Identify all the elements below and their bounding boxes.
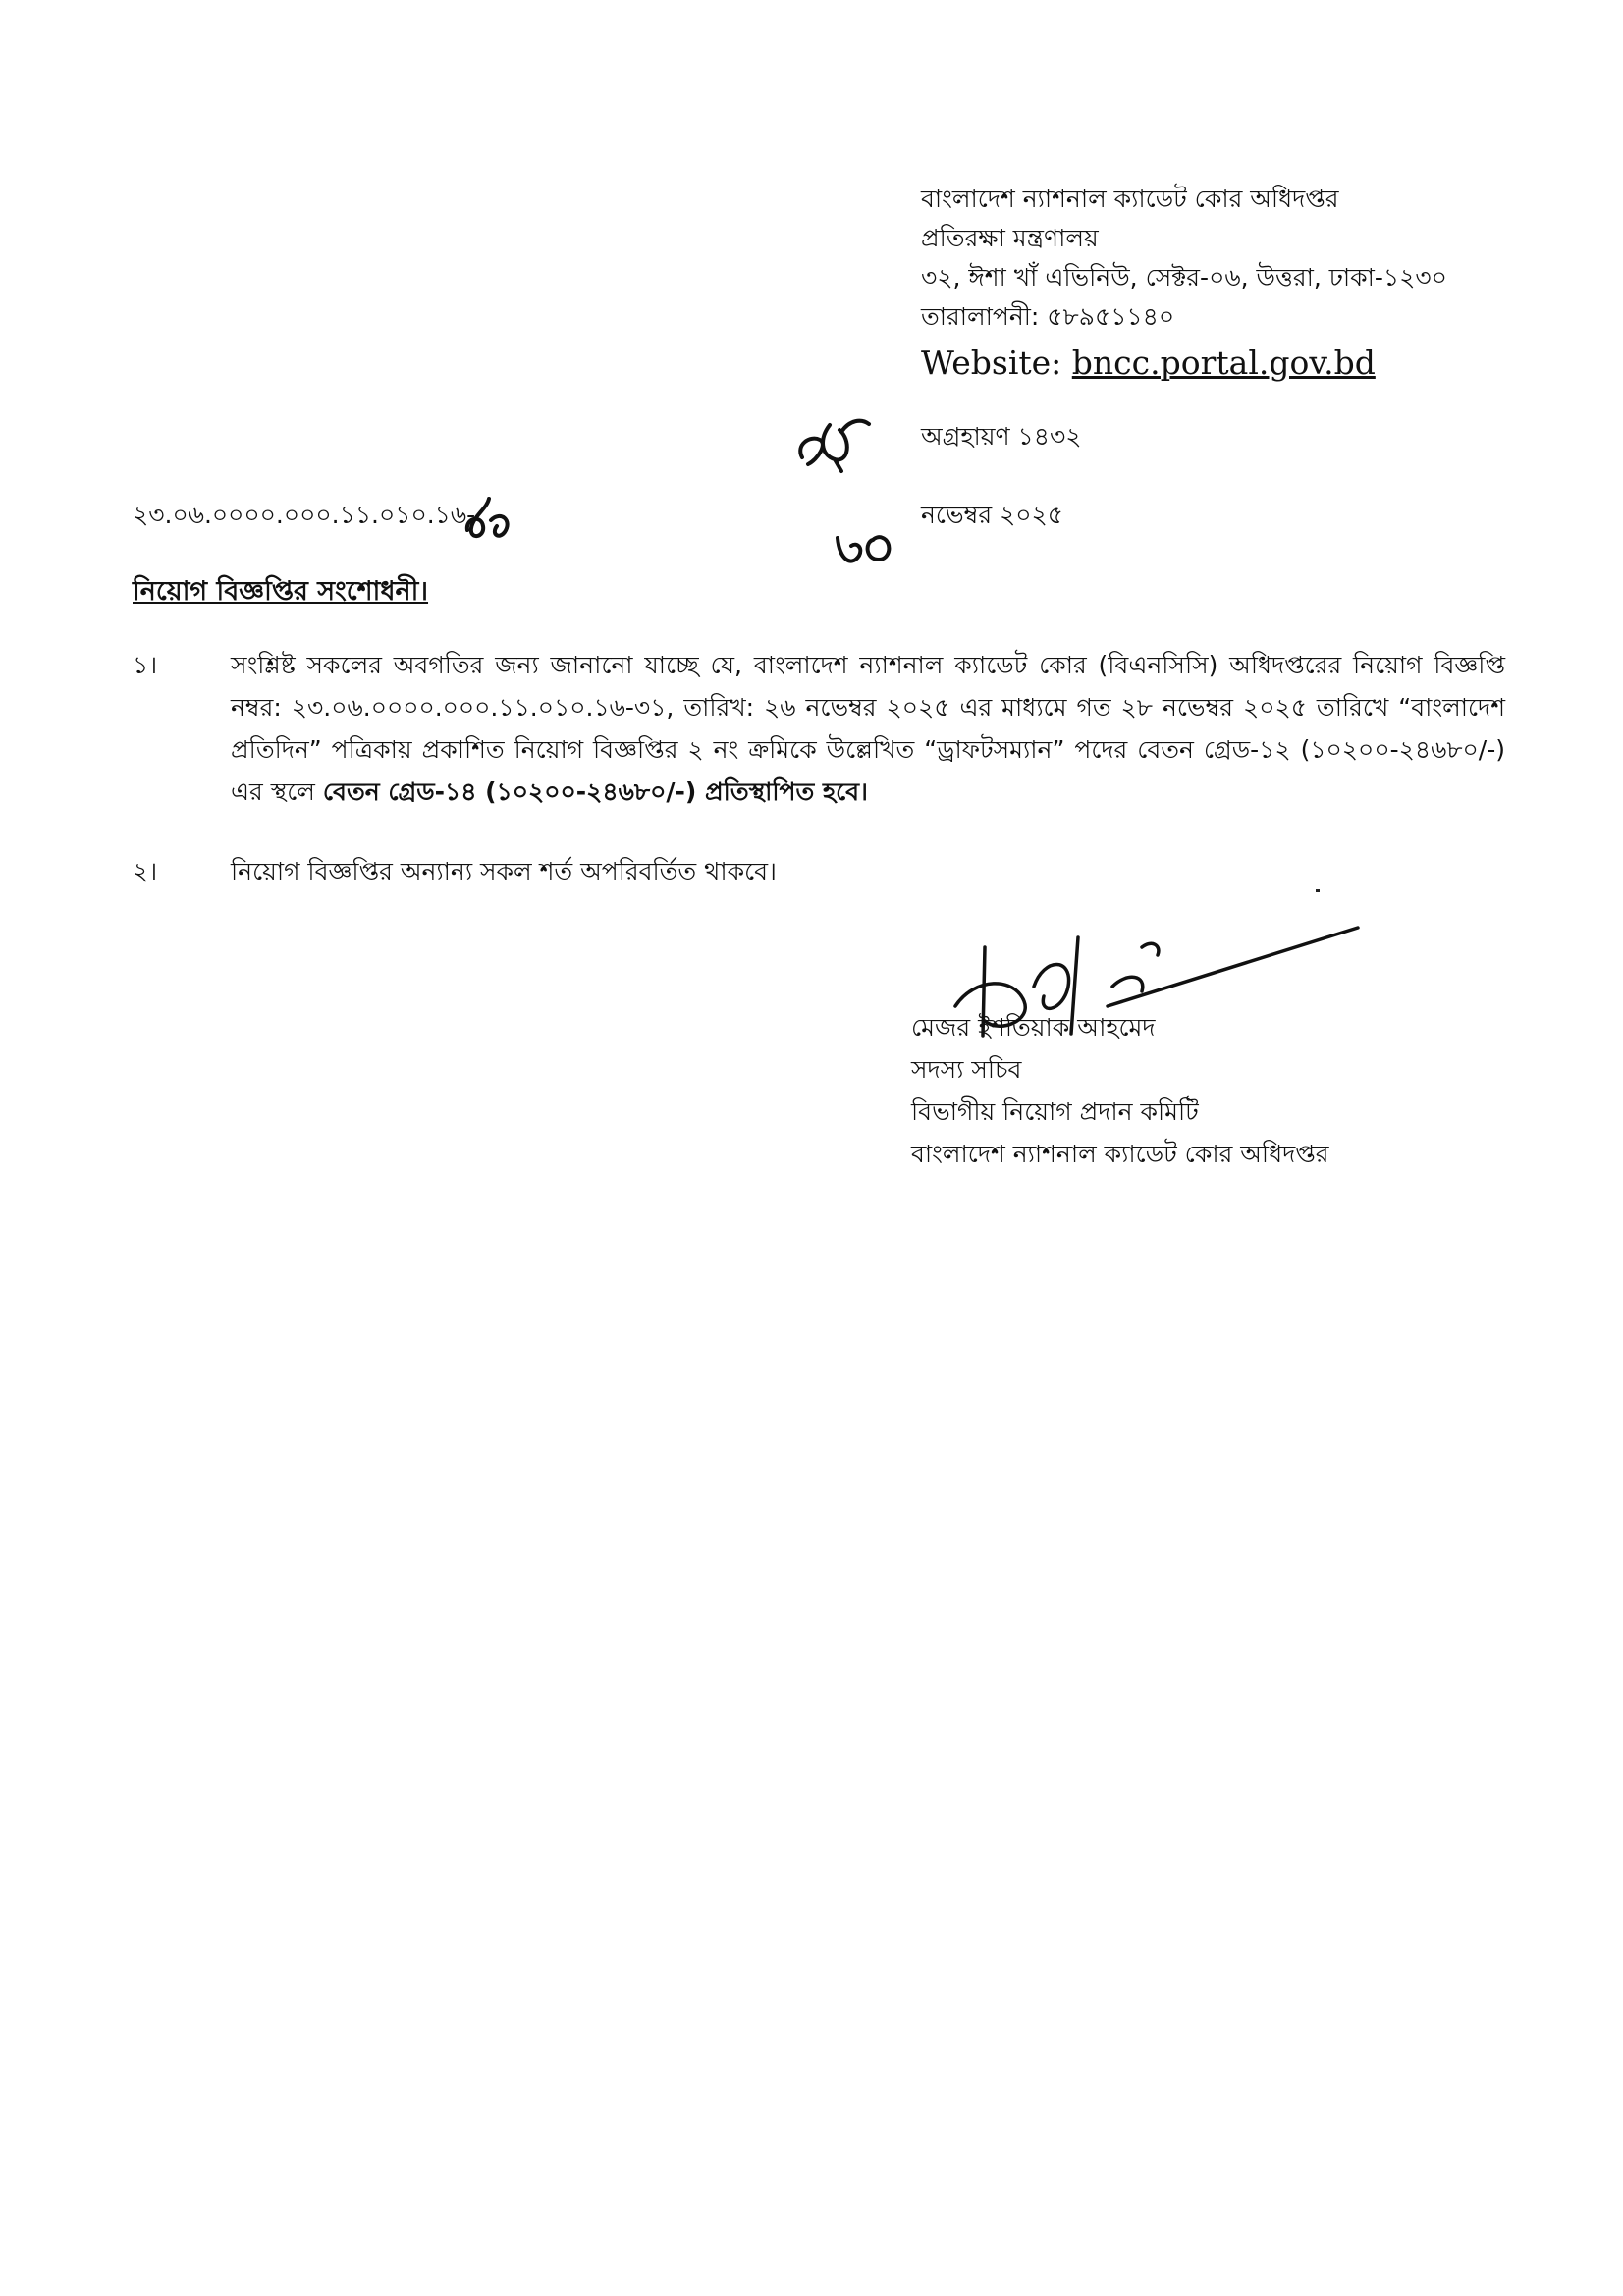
date-english: নভেম্বর ২০২৫ bbox=[921, 501, 1064, 529]
handwritten-memo-suffix bbox=[461, 491, 520, 550]
header-address: ৩২, ঈশা খাঁ এভিনিউ, সেক্টর-০৬, উত্তরা, ঢাকা-১২৩০ bbox=[921, 263, 1447, 292]
paragraph-1-body: সংশ্লিষ্ট সকলের অবগতির জন্য জানানো যাচ্ছে যে, বাংলাদেশ ন্যাশনাল ক্যাডেট কোর (বিএনসিসি) অধিদপ্তরের নিয়োগ বিজ্ঞপ্তি নম্বর: ২৩.০৬.০০০০.০০০.১১.০১০.১৬-৩১, তারিখ: ২৬ নভেম্বর ২০২৫ এর মাধ্যমে গত ২৮ নভেম্বর ২০২৫ তারিখে “বাংলাদেশ প্রতিদিন” পত্রিকায় প্রকাশিত নিয়োগ বিজ্ঞপ্তির ২ নং ক্রমিকে উল্লেখিত “ড্রাফটসম্যান” পদের বেতন গ্রেড-১২ (১০২০০-২৪৬৮০/-) এর স্থলে bbox=[231, 651, 1505, 806]
handwritten-day-english bbox=[830, 520, 918, 579]
header-phone: তারালাপনী: ৫৮৯৫১১৪০ bbox=[921, 302, 1175, 331]
paragraph-2-number: ২। bbox=[133, 857, 158, 885]
paragraph-1-text bbox=[231, 644, 1505, 813]
paragraph-1-number: ১। bbox=[133, 651, 158, 679]
letterhead bbox=[921, 180, 1471, 388]
header-website bbox=[921, 339, 1471, 388]
signatory-name: মেজর ইশতিয়াক আহমেদ bbox=[911, 1013, 1156, 1041]
paragraph-1-bold-text: বেতন গ্রেড-১৪ (১০২০০-২৪৬৮০/-) প্রতিস্থাপিত হবে। bbox=[322, 777, 869, 806]
paragraph-1 bbox=[133, 644, 1505, 813]
subject-heading: নিয়োগ বিজ্ঞপ্তির সংশোধনী। bbox=[133, 576, 429, 607]
signatory-committee: বিভাগীয় নিয়োগ প্রদান কমিটি bbox=[911, 1097, 1199, 1126]
website-label: Website: bbox=[921, 344, 1062, 382]
header-ministry: প্রতিরক্ষা মন্ত্রণালয় bbox=[921, 224, 1099, 252]
signatory-organization: বাংলাদেশ ন্যাশনাল ক্যাডেট কোর অধিদপ্তর bbox=[911, 1140, 1329, 1168]
signature-block bbox=[911, 1006, 1422, 1175]
header-organization: বাংলাদেশ ন্যাশনাল ক্যাডেট কোর অধিদপ্তর bbox=[921, 185, 1339, 213]
handwritten-day-bangla bbox=[790, 410, 889, 479]
website-link[interactable]: bncc.portal.gov.bd bbox=[1071, 344, 1376, 382]
paragraph-2-text: নিয়োগ বিজ্ঞপ্তির অন্যান্য সকল শর্ত অপরিবর্তিত থাকবে। bbox=[231, 857, 777, 885]
memo-number: ২৩.০৬.০০০০.০০০.১১.০১০.১৬- bbox=[133, 501, 476, 529]
date-bangla: অগ্রহায়ণ ১৪৩২ bbox=[921, 422, 1082, 451]
stray-mark bbox=[1316, 889, 1320, 892]
paragraph-2 bbox=[133, 850, 1505, 892]
signatory-title: সদস্য সচিব bbox=[911, 1055, 1022, 1084]
